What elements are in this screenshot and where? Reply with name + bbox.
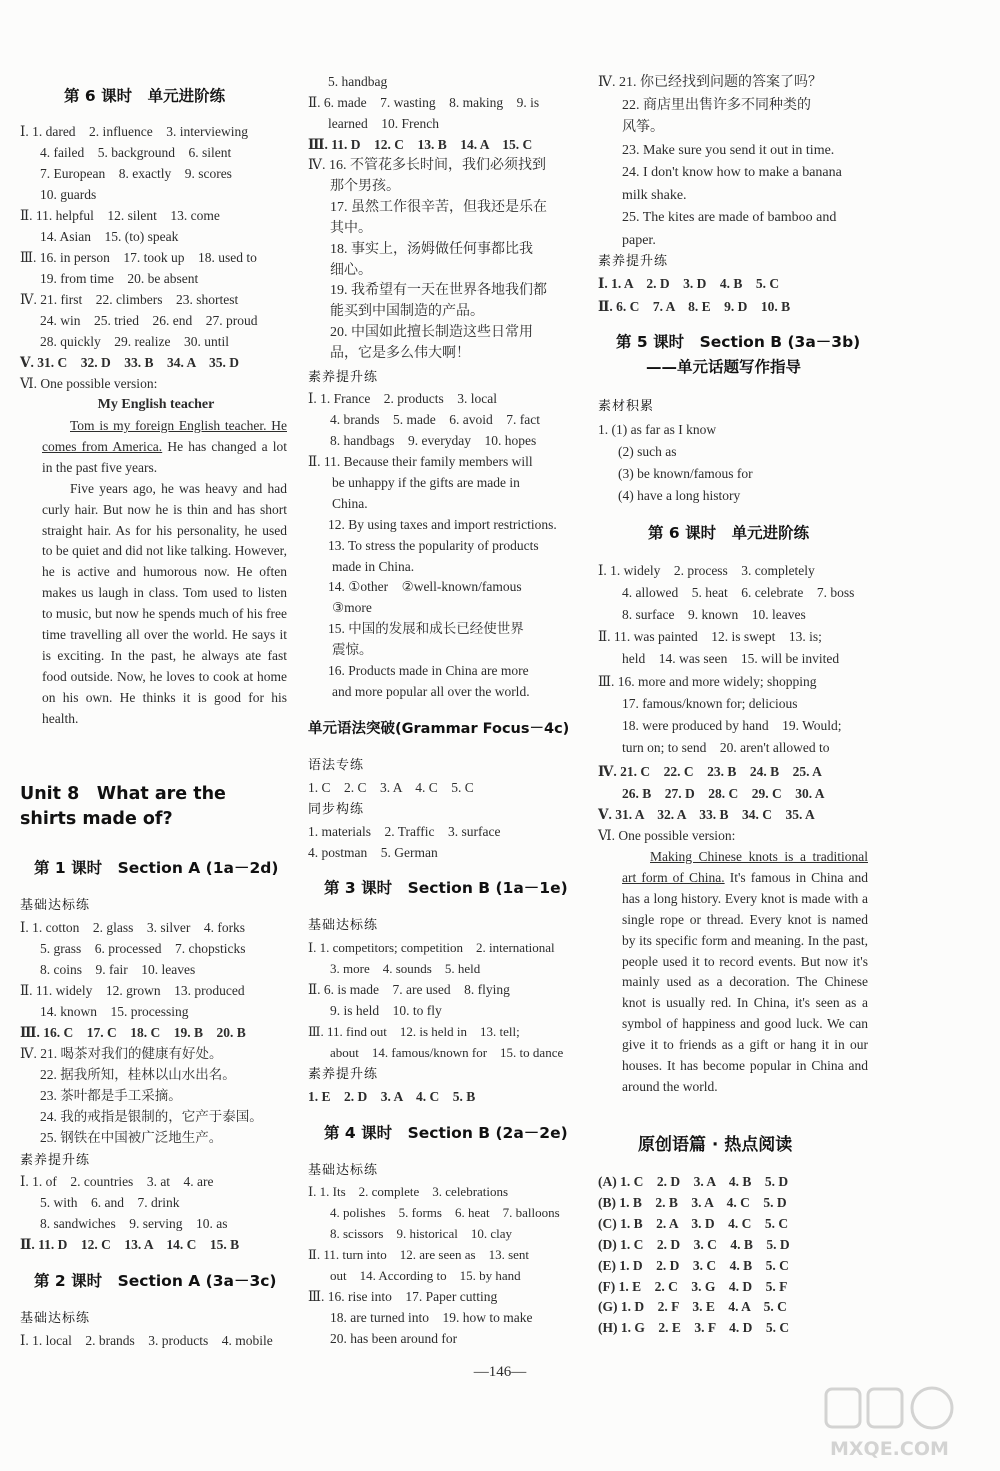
section-2-answers: Ⅱ. 11. helpful 12. silent 13. come 14. Asian 15. (to) speak [20,208,220,244]
basic-practice-tag: 基础达标练 [308,918,379,933]
a1-section-4-answers: Ⅳ. 21. 喝茶对我们的健康有好处。 22. 据我所知，桂林以山水出名。 23. 茶叶都是手工采摘。 24. 我的戒指是银制的，它产于泰国。 25. 钢铁在中国被广泛地生产。 [20,1046,263,1145]
a2-section-1-answers: Ⅰ. 1. local 2. brands 3. products 4. mobile [20,1333,273,1348]
section-6-label: Ⅵ. One possible version: [20,376,158,391]
lesson-3-heading: 第 3 课时 Section B (1a－1e) [324,879,568,897]
grammar-answers: 1. C 2. C 3. A 4. C 5. C [308,780,474,795]
grammar-practice-tag: 语法专练 [308,758,365,773]
essay-my-english-teacher: Tom is my foreign English teacher. He comes from America. He has changed a lot in the past five years. Five years ago, he was heavy and had curly hair. But now he is thin and has short straight hair. As for his personality, he used to be quiet and did not like talking. However, he is active and humorous now. He often makes us laugh in class. Tom used to listen to music, but now he spends much of his free time travelling all over the world. He says it is exciting. In the past, he always ate fast food outside. Now, he loves to cook at home on his own. He thinks it is good for his health. [42,418,287,726]
lesson-4-heading: 第 4 课时 Section B (2a－2e) [324,1124,568,1142]
unit-section-4-answers: Ⅳ. 21. C 22. C 23. B 24. B 25. A 26. B 27. D 28. C 29. C 30. A [598,764,825,801]
sync-answers: 1. materials 2. Traffic 3. surface 4. postman 5. German [308,824,501,860]
improvement-1-answers: Ⅰ. 1. France 2. products 3. local 4. brands 5. made 6. avoid 7. fact 8. handbags 9. everyday 10. hopes [308,391,540,448]
improvement-2-answers: Ⅱ. 6. C 7. A 8. E 9. D 10. B [598,299,791,314]
a1-improvement-2-answers: Ⅱ. 11. D 12. C 13. A 14. C 15. B [20,1237,240,1252]
hot-reading-answers: (A) 1. C 2. D 3. A 4. B 5. D (B) 1. B 2. B 3. A 4. C 5. D (C) 1. B 2. A 3. D 4. C 5. C (D) 1. C 2. D 3. C 4. B 5. D (E) 1. D 2. D 3. C 4. B 5. C (F) 1. E 2. C 3. G 4. D 5. F (G) 1. D 2. F 3. E 4. A 5. C (H) 1. G 2. E 3. F 4. D 5. C [598,1174,790,1336]
section-4-answers: Ⅳ. 21. 你已经找到问题的答案了吗？ 22. 商店里出售许多不同种类的 风筝。 23. Make sure you send it out in time. 24. I don't know how to make a banana milk shake. 25. The kites are made of bamboo and paper. [598,75,842,248]
section-4-answers: Ⅳ. 21. first 22. climbers 23. shortest 24. win 25. tried 26. end 27. proud 28. quickly 29. realize 30. until [20,292,258,349]
material-accumulation-tag: 素材积累 [598,399,655,414]
improvement-practice-tag-2: 素养提升练 [308,1067,379,1082]
section-1-answers: Ⅰ. 1. dared 2. influence 3. interviewing 4. failed 5. background 6. silent 7. European 8. exactly 9. scores 10. guards [20,124,249,202]
lesson-6-heading: 第 6 课时 单元进阶练 [648,524,810,542]
essay-chinese-knots: Making Chinese knots is a traditional art form of China. It's famous in China and has a long history. Every knot is made with a single rope or thread. Every knot is named by its specific form and meaning. In the past, people used it to record events. But now it's mainly used as a decoration. The Chinese knot is usually red. In China, it's seen as a symbol of happiness and good luck. We can give it to friends as a gift or hang it in our houses. It has become popular in China and around the world. [622,849,868,1094]
lesson-1-heading: 第 1 课时 Section A (1a－2d) [34,859,279,877]
grammar-focus-heading: 单元语法突破(Grammar Focus－4c) [308,721,570,737]
improvement-1-answers: Ⅰ. 1. A 2. D 3. D 4. B 5. C [598,276,780,291]
unit-section-1-answers: Ⅰ. 1. widely 2. process 3. completely 4. allowed 5. heat 6. celebrate 7. boss 8. surface 9. known 10. leaves [598,563,855,622]
lesson-5-subheading: ——单元话题写作指导 [646,358,802,376]
unit-section-5-answers: Ⅴ. 31. A 32. A 33. B 34. C 35. A [598,807,815,822]
lesson-5-heading: 第 5 课时 Section B (3a－3b) [616,333,861,351]
improvement-practice-tag: 素养提升练 [308,370,379,385]
unit-8-title: Unit 8 What are the shirts made of? [20,784,226,829]
lesson-6-heading: 第 6 课时 单元进阶练 [64,87,226,105]
unit-section-2-answers: Ⅱ. 11. was painted 12. is swept 13. is; held 14. was seen 15. will be invited [598,629,840,666]
a1-section-2-answers: Ⅱ. 11. widely 12. grown 13. produced 14. known 15. processing [20,983,245,1019]
improvement-practice-tag: 素养提升练 [598,254,669,269]
page-number: —146— [473,1364,527,1380]
a1-improvement-1-answers: Ⅰ. 1. of 2. countries 3. at 4. are 5. with 6. and 7. drink 8. sandwiches 9. serving 10. as [20,1174,228,1231]
section-2-answers: Ⅱ. 6. made 7. wasting 8. making 9. is learned 10. French [308,95,540,131]
basic-practice-tag-2: 基础达标练 [308,1163,379,1178]
lesson-2-heading: 第 2 课时 Section A (3a－3c) [34,1272,277,1290]
b1-improvement-answers: 1. E 2. D 3. A 4. C 5. B [308,1089,476,1104]
a1-section-3-answers: Ⅲ. 16. C 17. C 18. C 19. B 20. B [20,1025,246,1040]
b1-section-1-answers: Ⅰ. 1. competitors; competition 2. international 3. more 4. sounds 5. held [308,940,555,976]
sync-practice-tag: 同步构练 [308,802,365,817]
basic-practice-tag: 基础达标练 [20,898,91,913]
continued-answer: 5. handbag [328,74,388,89]
a1-section-1-answers: Ⅰ. 1. cotton 2. glass 3. silver 4. forks 5. grass 6. processed 7. chopsticks 8. coins 9. fair 10. leaves [20,920,246,977]
original-reading-heading: 原创语篇 · 热点阅读 [638,1135,793,1155]
b2-section-3-answers: Ⅲ. 16. rise into 17. Paper cutting 18. are turned into 19. how to make 20. has been around for [308,1289,533,1346]
improvement-practice-tag: 素养提升练 [20,1153,91,1168]
unit-section-6-label: Ⅵ. One possible version: [598,828,736,843]
b1-section-3-answers: Ⅲ. 11. find out 12. is held in 13. tell; about 14. famous/known for 15. to dance [308,1024,564,1060]
b1-section-2-answers: Ⅱ. 6. is made 7. are used 8. flying 9. is held 10. to fly [308,982,510,1018]
section-3-answers: Ⅲ. 16. in person 17. took up 18. used to 19. from time 20. be absent [20,250,257,286]
b2-section-2-answers: Ⅱ. 11. turn into 12. are seen as 13. sent out 14. According to 15. by hand [308,1247,530,1283]
section-3-answers: Ⅲ. 11. D 12. C 13. B 14. A 15. C [308,137,533,152]
unit-section-3-answers: Ⅲ. 16. more and more widely; shopping 17. famous/known for; delicious 18. were produced by hand 19. Would; turn on; to send 20. aren't allowed to [598,674,842,755]
basic-practice-tag-2: 基础达标练 [20,1311,91,1326]
essay-title: My English teacher [97,397,215,412]
section-4-translations: Ⅳ. 16. 不管花多长时间，我们必须找到 那个男孩。 17. 虽然工作很辛苦，但我还是乐在 其中。 18. 事实上，汤姆做任何事都比我 细心。 19. 我希望有一天在世界各地我们都 能买到中国制造的产品。 20. 中国如此擅长制造这些日常用 品，它是多么伟大啊！ [308,158,547,362]
improvement-2-answers: Ⅱ. 11. Because their family members will be unhappy if the gifts are made in China. 12. By using taxes and import restrictions. 13. To stress the popularity of products made in China. 14. ①other ②well-known/famous ③more 15. 中国的发展和成长已经使世界 震惊。 16. Products made in China are more and more popular all over the world. [308,454,557,699]
watermark-text: MXQE.COM [830,1438,949,1460]
section-5-answers: Ⅴ. 31. C 32. D 33. B 34. A 35. D [20,355,239,370]
b2-section-1-answers: Ⅰ. 1. Its 2. complete 3. celebrations 4. polishes 5. forms 6. heat 7. balloons 8. scissors 9. historical 10. clay [308,1184,560,1241]
material-answers: 1. (1) as far as I know (2) such as (3) be known/famous for (4) have a long history [598,422,753,503]
watermark-logo [822,1383,992,1463]
